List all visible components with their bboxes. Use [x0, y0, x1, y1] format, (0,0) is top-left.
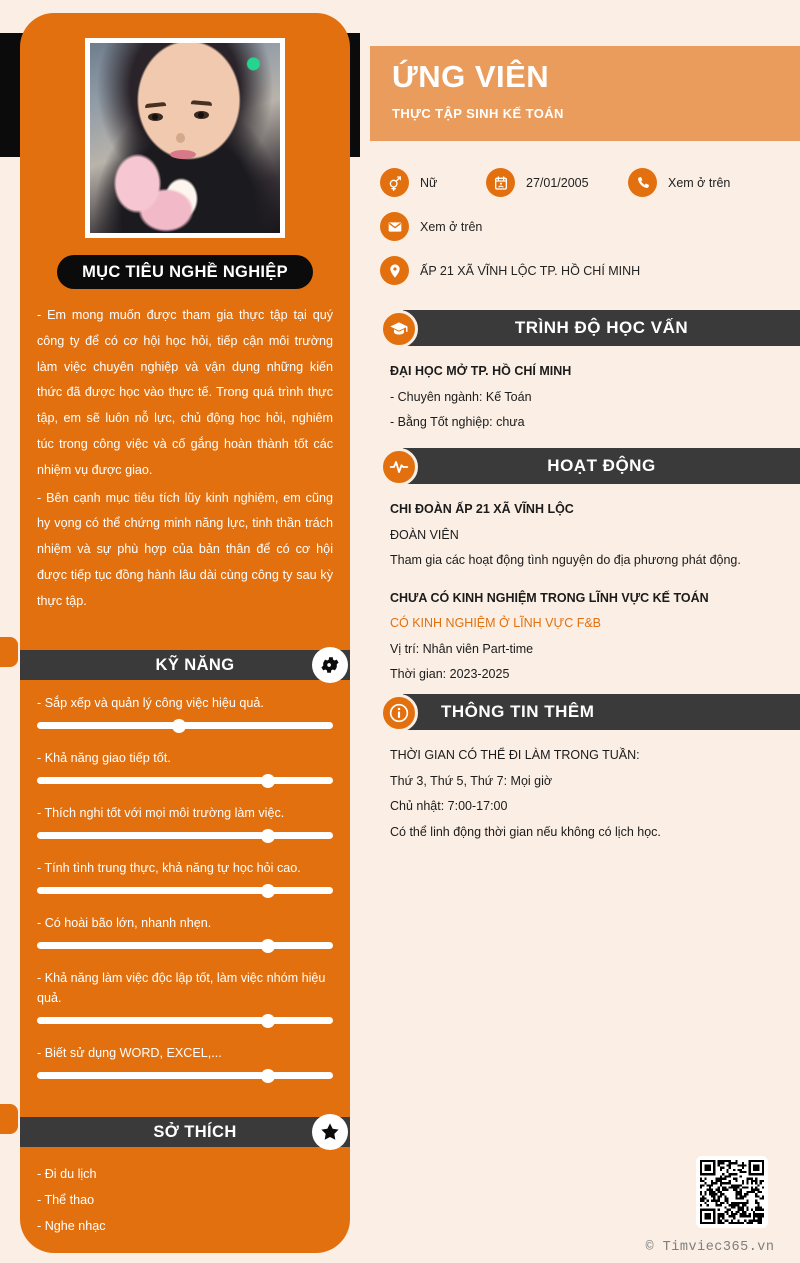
hobby-item: - Thể thao — [37, 1193, 95, 1207]
skills-title: KỸ NĂNG — [155, 655, 235, 674]
hobbies-list — [37, 1161, 333, 1239]
contact-row — [380, 168, 800, 197]
education-school: ĐẠI HỌC MỞ TP. HỒ CHÍ MINH — [390, 364, 572, 378]
job-role: THỰC TẬP SINH KẾ TOÁN — [392, 106, 564, 121]
education-title: TRÌNH ĐỘ HỌC VẤN — [514, 318, 689, 337]
skill-row — [37, 693, 333, 729]
decorative-tab-hobbies — [0, 1104, 18, 1134]
education-title-bar — [403, 310, 800, 346]
skill-slider[interactable] — [37, 1072, 333, 1079]
skill-slider[interactable] — [37, 832, 333, 839]
extra-info-body — [380, 730, 800, 845]
objective-paragraph: - Bên cạnh mục tiêu tích lũy kinh nghiệm, em cũng hy vọng có thể chứng minh năng lực, tinh thần trách nhiệm và sự phù hợp của bản thân để có cơ hội được tiếp tục đồng hành lâu dài cùng công ty sau kỳ thực tập. — [37, 490, 333, 608]
activities-header — [380, 448, 800, 484]
extra-info-title: THÔNG TIN THÊM — [441, 702, 595, 721]
hobby-item: - Đi du lịch — [37, 1167, 97, 1181]
gear-icon — [312, 647, 348, 683]
activity-no-experience: CHƯA CÓ KINH NGHIỆM TRONG LĨNH VỰC KẾ TOÁN — [390, 590, 709, 605]
education-header — [380, 310, 800, 346]
contact-address — [380, 256, 800, 285]
career-objective-body — [37, 303, 333, 617]
graduation-cap-icon — [380, 310, 418, 348]
activity-org: CHI ĐOÀN ẤP 21 XÃ VĨNH LỘC — [390, 502, 574, 516]
skill-slider[interactable] — [37, 1017, 333, 1024]
skill-slider[interactable] — [37, 722, 333, 729]
activities-body — [380, 484, 800, 688]
activities-section — [380, 448, 800, 688]
education-body — [380, 346, 800, 436]
gender-icon — [380, 168, 409, 197]
right-content — [370, 0, 800, 1263]
contact-block — [380, 168, 800, 300]
candidate-photo — [90, 43, 280, 233]
skill-slider-thumb[interactable] — [172, 719, 186, 733]
activity-has-experience: CÓ KINH NGHIỆM Ở LĨNH VỰC F&B — [390, 616, 601, 630]
skill-label: - Khả năng giao tiếp tốt. — [37, 751, 171, 765]
skill-row — [37, 1043, 333, 1079]
skill-label: - Tính tình trung thực, khả năng tự học hỏi cao. — [37, 861, 301, 875]
location-pin-icon — [380, 256, 409, 285]
skill-slider-thumb[interactable] — [261, 1069, 275, 1083]
star-icon — [312, 1114, 348, 1150]
education-degree: - Bằng Tốt nghiệp: chưa — [390, 415, 525, 429]
extra-info-title-bar — [403, 694, 800, 730]
hobbies-title: SỞ THÍCH — [153, 1122, 237, 1141]
skill-label: - Thích nghi tốt với mọi môi trường làm việc. — [37, 806, 285, 820]
education-section — [380, 310, 800, 436]
skill-slider[interactable] — [37, 887, 333, 894]
footer-credit: © Timviec365.vn — [645, 1240, 775, 1255]
skill-slider[interactable] — [37, 942, 333, 949]
extra-info-sunday: Chủ nhật: 7:00-17:00 — [390, 799, 508, 813]
hobby-item: - Nghe nhạc — [37, 1219, 106, 1233]
name-banner — [370, 46, 800, 141]
phone-icon — [628, 168, 657, 197]
email-value: Xem ở trên — [420, 219, 483, 234]
activity-position: Vị trí: Nhân viên Part-time — [390, 641, 534, 656]
address-value: ẤP 21 XÃ VĨNH LỘC TP. HỒ CHÍ MINH — [420, 263, 641, 278]
skill-slider-thumb[interactable] — [261, 939, 275, 953]
career-objective-label: MỤC TIÊU NGHỀ NGHIỆP — [82, 262, 288, 281]
skill-slider-thumb[interactable] — [261, 829, 275, 843]
info-circle-icon — [380, 694, 418, 732]
skill-row — [37, 803, 333, 839]
skill-row — [37, 968, 333, 1024]
decorative-tab-skills — [0, 637, 18, 667]
contact-email — [380, 212, 800, 241]
activity-description: Tham gia các hoạt động tình nguyện do địa phương phát động. — [390, 553, 741, 567]
activity-period: Thời gian: 2023-2025 — [390, 667, 510, 681]
page-title: ỨNG VIÊN — [392, 59, 550, 94]
skill-slider-thumb[interactable] — [261, 884, 275, 898]
hobbies-section-header — [20, 1117, 350, 1147]
contact-phone — [628, 168, 730, 197]
dob-value: 27/01/2005 — [526, 175, 589, 190]
qr-code-image — [700, 1160, 764, 1224]
education-major: - Chuyên ngành: Kế Toán — [390, 389, 532, 404]
extra-info-header — [380, 694, 800, 730]
skill-slider[interactable] — [37, 777, 333, 784]
skill-row — [37, 748, 333, 784]
activities-title-bar — [403, 448, 800, 484]
calendar-icon — [486, 168, 515, 197]
activities-title: HOẠT ĐỘNG — [547, 456, 656, 475]
qr-code[interactable] — [696, 1156, 768, 1228]
skill-label: - Sắp xếp và quản lý công việc hiệu quả. — [37, 696, 264, 710]
skill-row — [37, 858, 333, 894]
gender-value: Nữ — [420, 175, 438, 190]
left-sidebar — [20, 13, 350, 1253]
avatar — [85, 38, 285, 238]
activity-pulse-icon — [380, 448, 418, 486]
extra-info-weekdays: Thứ 3, Thứ 5, Thứ 7: Mọi giờ — [390, 773, 553, 788]
skill-label: - Có hoài bão lớn, nhanh nhẹn. — [37, 916, 212, 930]
objective-paragraph: - Em mong muốn được tham gia thực tập tại quý công ty để có cơ hội học hỏi, tiếp cận môi trường làm việc chuyên nghiệp và vận dụng những kiến thức đã được học vào thực tế. Trong quá trình thực tập, em sẽ luôn nỗ lực, chủ động học hỏi, nghiêm túc trong công việc và cố gắng hoàn thành tốt các nhiệm vụ được giao. — [37, 308, 333, 477]
activity-role: ĐOÀN VIÊN — [390, 527, 459, 542]
skill-slider-thumb[interactable] — [261, 1014, 275, 1028]
extra-info-note: Có thể linh động thời gian nếu không có lịch học. — [390, 824, 661, 839]
career-objective-title — [57, 255, 313, 289]
skills-list — [37, 693, 333, 1098]
skill-label: - Khả năng làm việc độc lập tốt, làm việc nhóm hiệu quả. — [37, 971, 326, 1005]
skill-row — [37, 913, 333, 949]
skill-slider-thumb[interactable] — [261, 774, 275, 788]
contact-gender — [380, 168, 486, 197]
email-icon — [380, 212, 409, 241]
extra-info-section — [380, 694, 800, 845]
phone-value: Xem ở trên — [668, 175, 731, 190]
contact-dob — [486, 168, 628, 197]
skills-section-header — [20, 650, 350, 680]
extra-info-heading: THỜI GIAN CÓ THỂ ĐI LÀM TRONG TUẦN: — [390, 748, 640, 762]
skill-label: - Biết sử dụng WORD, EXCEL,... — [37, 1046, 222, 1060]
